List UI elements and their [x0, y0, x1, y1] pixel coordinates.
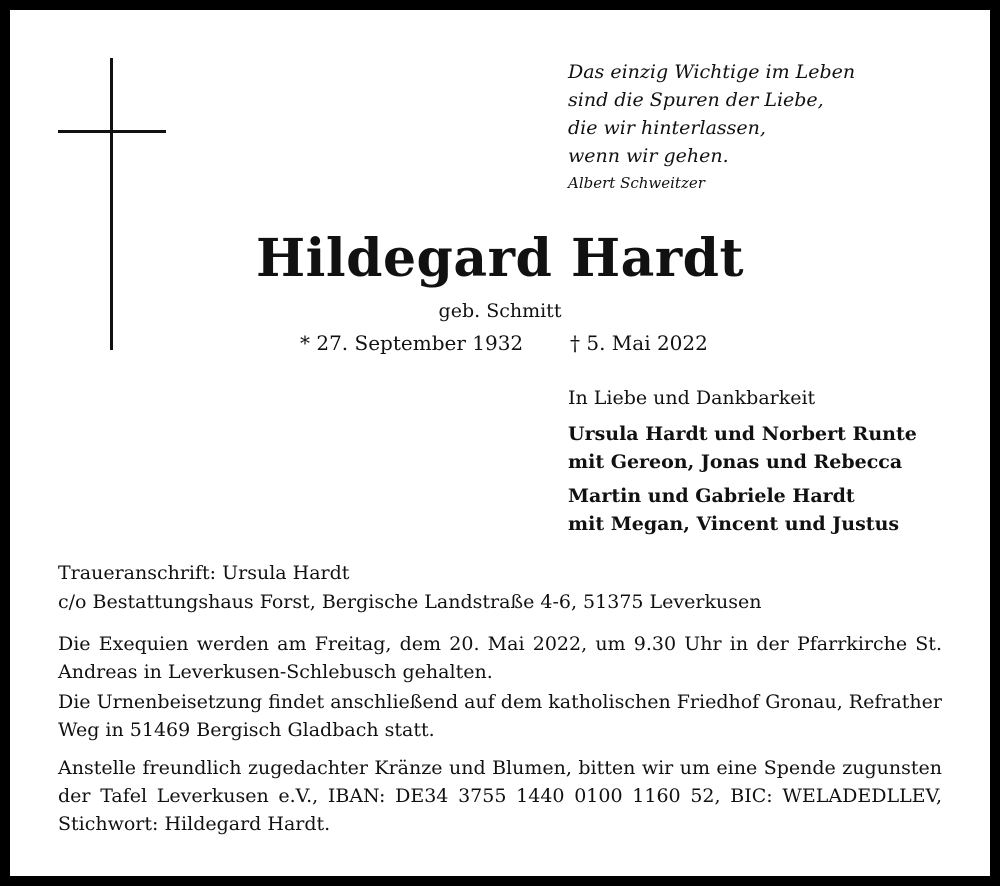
- death-date: † 5. Mai 2022: [570, 331, 708, 355]
- quote-line: Das einzig Wichtige im Leben: [568, 61, 856, 83]
- mourning-address: [58, 559, 761, 617]
- quote-line: die wir hinterlassen,: [568, 117, 766, 139]
- address-line: Traueranschrift: Ursula Hardt: [58, 562, 350, 584]
- mourner-family: [568, 420, 917, 476]
- donation-text: Anstelle freundlich zugedachter Kränze und Blumen, bitten wir um eine Spende zugunsten der Tafel Leverkusen e.V., IBAN: DE34 3755 1440 0100 1160 52, BIC: WELADEDLLEV, Stichwort: Hildegard Hardt.: [58, 757, 942, 835]
- mourner-line: Martin und Gabriele Hardt: [568, 485, 855, 507]
- quote: [568, 58, 855, 170]
- mourner-family: [568, 482, 899, 538]
- mourner-line: mit Megan, Vincent und Justus: [568, 513, 900, 535]
- birth-date: * 27. September 1932: [300, 331, 524, 355]
- obituary-notice: [10, 10, 990, 876]
- quote-line: wenn wir gehen.: [568, 145, 729, 167]
- mourner-line: mit Gereon, Jonas und Rebecca: [568, 451, 903, 473]
- quote-author: Albert Schweitzer: [568, 174, 705, 192]
- quote-line: sind die Spuren der Liebe,: [568, 89, 824, 111]
- cross-icon-bar: [58, 130, 166, 133]
- mourners-intro: In Liebe und Dankbarkeit: [568, 387, 816, 409]
- funeral-service-text: Die Exequien werden am Freitag, dem 20. Mai 2022, um 9.30 Uhr in der Pfarrkirche St. Andreas in Leverkusen-Schlebusch gehalten.: [58, 633, 942, 683]
- address-line: c/o Bestattungshaus Forst, Bergische Landstraße 4-6, 51375 Leverkusen: [58, 591, 762, 613]
- deceased-name: Hildegard Hardt: [255, 228, 745, 289]
- maiden-name: geb. Schmitt: [438, 300, 562, 322]
- burial-text: Die Urnenbeisetzung findet anschließend auf dem katholischen Friedhof Gronau, Refrather Weg in 51469 Bergisch Gladbach statt.: [58, 691, 942, 741]
- mourner-line: Ursula Hardt und Norbert Runte: [568, 423, 917, 445]
